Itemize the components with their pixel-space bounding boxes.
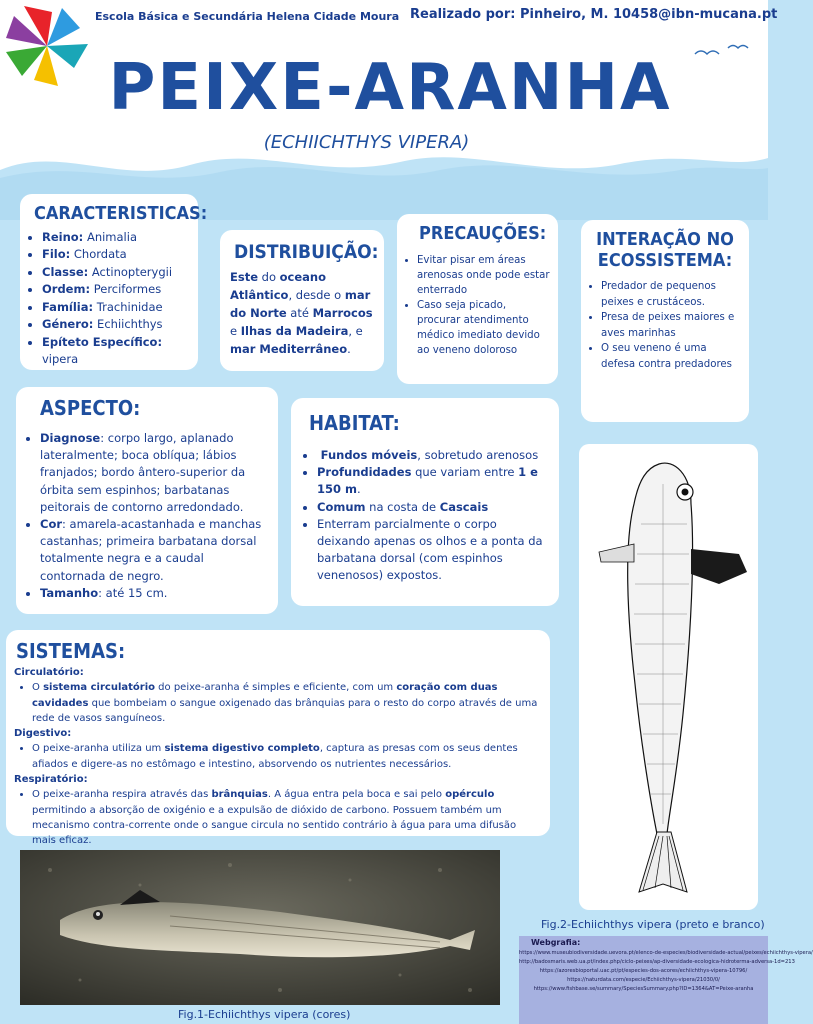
webgrafia-box bbox=[519, 936, 813, 1024]
respiratorio-text: • O peixe-aranha respira através das brânquias. A água entra pela boca e sai pelo opérculo permitindo a absorção de oxigénio e a expulsão de dióxido de carbono. Possuem também um mecanismo contra-corrente onde o sangue circula no sentido contrário à água para uma difusão mais eficaz. bbox=[32, 787, 540, 848]
caracteristicas-heading: CARACTERISTICAS: bbox=[34, 203, 208, 224]
distribuicao-heading: DISTRIBUIÇÃO: bbox=[234, 241, 379, 263]
caracteristicas-card bbox=[20, 194, 208, 370]
caracteristica-value: Trachinidae bbox=[93, 299, 163, 314]
webgrafia-link[interactable]: https://www.museubiodiversidade.uevora.pt/elenco-de-especies/biodiversidade-actual/peixes/echiichthys-vipera/ bbox=[519, 950, 813, 956]
caracteristica-item bbox=[42, 246, 198, 264]
page-subtitle: (ECHIICHTHYS VIPERA) bbox=[263, 132, 470, 153]
precaucoes-card bbox=[397, 214, 558, 384]
digestivo-label: Digestivo: bbox=[14, 728, 72, 740]
figure-2-caption: Fig.2-Echiichthys vipera (preto e branco) bbox=[541, 918, 765, 931]
caracteristica-item bbox=[42, 299, 198, 317]
author-credit: Realizado por: Pinheiro, M. 10458@ibn-mucana.pt bbox=[410, 7, 778, 22]
caracteristica-key: Família: bbox=[42, 299, 94, 314]
caracteristica-item bbox=[42, 281, 198, 299]
respiratorio-label: Respiratório: bbox=[14, 774, 88, 786]
caracteristica-item bbox=[42, 264, 198, 282]
webgrafia-title: Webgrafia: bbox=[531, 938, 581, 947]
habitat-fundos: • Fundos móveis, sobretudo arenosos bbox=[317, 447, 551, 464]
habitat-list bbox=[291, 447, 551, 585]
fish-drawing-bw bbox=[579, 444, 758, 910]
webgrafia-link[interactable]: https://www.fishbase.se/summary/SpeciesSummary.php?ID=1364&AT=Peixe-aranha bbox=[533, 986, 754, 992]
circulatorio-text: • O sistema circulatório do peixe-aranha é simples e eficiente, com um coração com duas cavidades que bombeiam o sangue oxigenado das brânquias para o resto do corpo através de uma rede de vasos sanguíneos. bbox=[32, 680, 540, 726]
page-title: PEIXE-ARANHA bbox=[108, 51, 672, 125]
caracteristica-item bbox=[42, 229, 198, 247]
precaucao-item: • Evitar pisar em áreas arenosas onde pode estar enterrado bbox=[417, 253, 552, 298]
habitat-profundidades: • Profundidades que variam entre 1 e 150 m. bbox=[317, 464, 551, 498]
caracteristica-item bbox=[42, 316, 198, 334]
interacao-heading: INTERAÇÃO NO ECOSSISTEMA: bbox=[596, 229, 734, 271]
caracteristica-value: Perciformes bbox=[90, 282, 162, 297]
distribuicao-card bbox=[220, 230, 384, 371]
interacao-item: • Predador de pequenos peixes e crustáceos. bbox=[601, 279, 743, 310]
aspecto-card bbox=[16, 387, 278, 614]
bird-icons bbox=[690, 40, 760, 70]
fish-photo-color bbox=[20, 850, 500, 1005]
aspecto-tamanho: • Tamanho: até 15 cm. bbox=[40, 585, 272, 602]
webgrafia-link[interactable]: https://naturdata.com/especie/Echiichthys-vipera/21030/0/ bbox=[567, 977, 720, 983]
interacao-item: • O seu veneno é uma defesa contra predadores bbox=[601, 341, 743, 372]
caracteristicas-list bbox=[20, 229, 198, 369]
aspecto-cor: • Cor: amarela-acastanhada e manchas castanhas; primeira barbatana dorsal totalmente negra e a caudal contornada de negro. bbox=[40, 516, 272, 585]
habitat-heading: HABITAT: bbox=[309, 411, 400, 435]
habitat-enterram: • Enterram parcialmente o corpo deixando apenas os olhos e a ponta da barbatana dorsal (com espinhos venenosos) expostos. bbox=[317, 516, 551, 585]
interacao-card bbox=[581, 220, 749, 422]
sistemas-card bbox=[6, 630, 550, 847]
habitat-card bbox=[291, 398, 559, 606]
sistemas-heading: SISTEMAS: bbox=[16, 639, 126, 663]
interacao-item: • Presa de peixes maiores e aves marinhas bbox=[601, 310, 743, 341]
aspecto-heading: ASPECTO: bbox=[40, 396, 141, 420]
interacao-list bbox=[581, 279, 743, 372]
caracteristica-value: Chordata bbox=[70, 247, 127, 262]
caracteristica-key: Filo: bbox=[42, 247, 71, 262]
precaucoes-list bbox=[397, 253, 552, 358]
caracteristica-key: Classe: bbox=[42, 264, 89, 279]
caracteristica-key: Género: bbox=[42, 317, 94, 332]
distribuicao-text: Este do oceano Atlântico, desde o mar do Norte até Marrocos e Ilhas da Madeira, e mar Mediterrâneo. bbox=[230, 269, 373, 356]
school-name: Escola Básica e Secundária Helena Cidade Moura bbox=[95, 10, 400, 23]
precaucao-item: • Caso seja picado, procurar atendimento médico imediato devido ao veneno doloroso bbox=[417, 298, 552, 358]
aspecto-list bbox=[16, 430, 272, 602]
webgrafia-link[interactable]: https://azoresbioportal.uac.pt/pt/especies-dos-acores/echiichthys-vipera-10796/ bbox=[539, 968, 748, 974]
fish-drawing-bw-image bbox=[579, 444, 758, 910]
caracteristica-value: vipera bbox=[42, 352, 79, 367]
caracteristica-key: Reino: bbox=[42, 229, 84, 244]
precaucoes-heading: PRECAUÇÕES: bbox=[419, 223, 547, 244]
caracteristica-item bbox=[42, 334, 198, 369]
fish-photo-color-image bbox=[20, 850, 500, 1005]
caracteristica-value: Echiichthys bbox=[93, 317, 163, 332]
caracteristica-value: Actinopterygii bbox=[88, 264, 173, 279]
caracteristica-value: Animalia bbox=[83, 229, 137, 244]
caracteristica-key: Epíteto Específico: bbox=[42, 334, 163, 349]
digestivo-text: • O peixe-aranha utiliza um sistema digestivo completo, captura as presas com os seus dentes afiados e digere-as no estômago e intestino, absorvendo os nutrientes necessários. bbox=[32, 741, 540, 772]
circulatorio-label: Circulatório: bbox=[14, 667, 84, 678]
caracteristica-key: Ordem: bbox=[42, 282, 91, 297]
habitat-comum: • Comum na costa de Cascais bbox=[317, 499, 551, 516]
figure-1-caption: Fig.1-Echiichthys vipera (cores) bbox=[178, 1008, 351, 1021]
webgrafia-link[interactable]: http://badosmaris.web.ua.pt/index.php/ciclo-peixes/ap-diversidade-ecologica-hidroterma-adversa-1d=213 bbox=[519, 959, 795, 965]
aspecto-diagnose: • Diagnose: corpo largo, aplanado lateralmente; boca oblíqua; lábios franjados; bordo ântero-superior da órbita sem espinhos; barbatanas peitorais de contorno arredondado. bbox=[40, 430, 272, 516]
